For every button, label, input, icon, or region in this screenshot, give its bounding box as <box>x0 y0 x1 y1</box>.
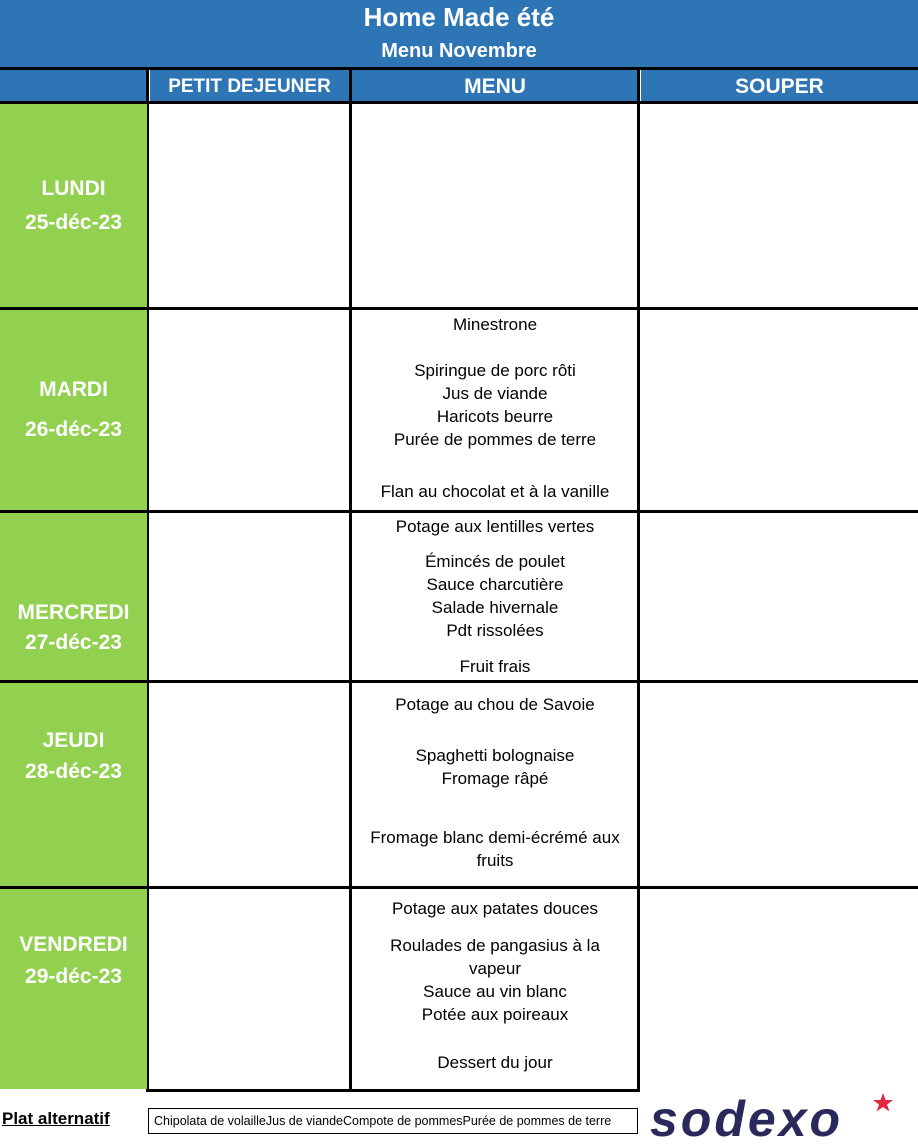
day-date: 26-déc-23 <box>25 418 122 441</box>
menu-item: Potage aux lentilles vertes <box>395 517 595 536</box>
menu-item: Haricots beurre <box>436 407 554 426</box>
page-subtitle: Menu Novembre <box>381 40 537 62</box>
menu-item: Émincés de poulet <box>425 552 565 571</box>
menu-item: Spiringue de porc rôti <box>414 361 576 380</box>
day-name: MARDI <box>39 378 108 401</box>
alternative-dish-text: Chipolata de volailleJus de viandeCompote de pommesPurée de pommes de terre <box>148 1108 638 1134</box>
menu-item: Pdt rissolées <box>446 621 544 640</box>
alternative-dish-label: Plat alternatif <box>2 1109 110 1128</box>
column-header-empty <box>0 69 147 104</box>
day-date: 29-déc-23 <box>25 965 122 988</box>
menu-cell-tuesday <box>352 313 638 503</box>
day-name: VENDREDI <box>19 933 128 956</box>
sodexo-logo <box>648 1090 916 1142</box>
day-date: 27-déc-23 <box>25 631 122 654</box>
menu-item: fruits <box>476 851 514 870</box>
day-cell-tuesday <box>0 310 147 510</box>
menu-item: Potage au chou de Savoie <box>395 695 595 714</box>
day-name: MERCREDI <box>17 601 130 624</box>
star-icon <box>873 1093 893 1112</box>
day-cell-thursday <box>0 683 147 886</box>
grid-line-top <box>0 67 918 70</box>
column-header-breakfast: PETIT DEJEUNER <box>150 69 349 104</box>
menu-item: Fromage râpé <box>441 769 549 788</box>
menu-item: Potage aux patates douces <box>391 899 599 918</box>
menu-item: Fruit frais <box>459 657 531 676</box>
day-date: 28-déc-23 <box>25 760 122 783</box>
grid-line-bottom <box>146 1089 640 1092</box>
menu-item: Minestrone <box>452 315 538 334</box>
menu-item: Potée aux poireaux <box>421 1005 569 1024</box>
column-header-dinner: SOUPER <box>641 69 918 104</box>
menu-item: Dessert du jour <box>437 1053 553 1072</box>
day-cell-wednesday <box>0 513 147 680</box>
day-name: JEUDI <box>42 729 105 752</box>
day-cell-friday <box>0 889 147 1089</box>
menu-item: Roulades de pangasius à la <box>390 936 600 955</box>
menu-item: Sauce charcutière <box>426 575 564 594</box>
menu-item: Spaghetti bolognaise <box>415 746 575 765</box>
logo-text: sodexo <box>650 1091 844 1142</box>
menu-cell-friday <box>352 897 638 1074</box>
day-date: 25-déc-23 <box>25 210 122 234</box>
column-header-menu: MENU <box>352 69 638 104</box>
menu-item: Fromage blanc demi-écrémé aux <box>370 828 620 847</box>
day-name: LUNDI <box>41 176 106 200</box>
menu-header <box>0 0 918 69</box>
menu-item: Jus de viande <box>442 384 548 403</box>
page-title: Home Made été <box>363 2 555 32</box>
menu-item: Purée de pommes de terre <box>393 430 597 449</box>
menu-item: Salade hivernale <box>431 598 559 617</box>
menu-item: Sauce au vin blanc <box>423 982 567 1001</box>
menu-cell-wednesday <box>352 515 638 678</box>
menu-cell-thursday <box>352 693 638 872</box>
day-cell-monday <box>0 104 147 307</box>
menu-item: vapeur <box>469 959 521 978</box>
menu-item: Flan au chocolat et à la vanille <box>380 482 610 501</box>
